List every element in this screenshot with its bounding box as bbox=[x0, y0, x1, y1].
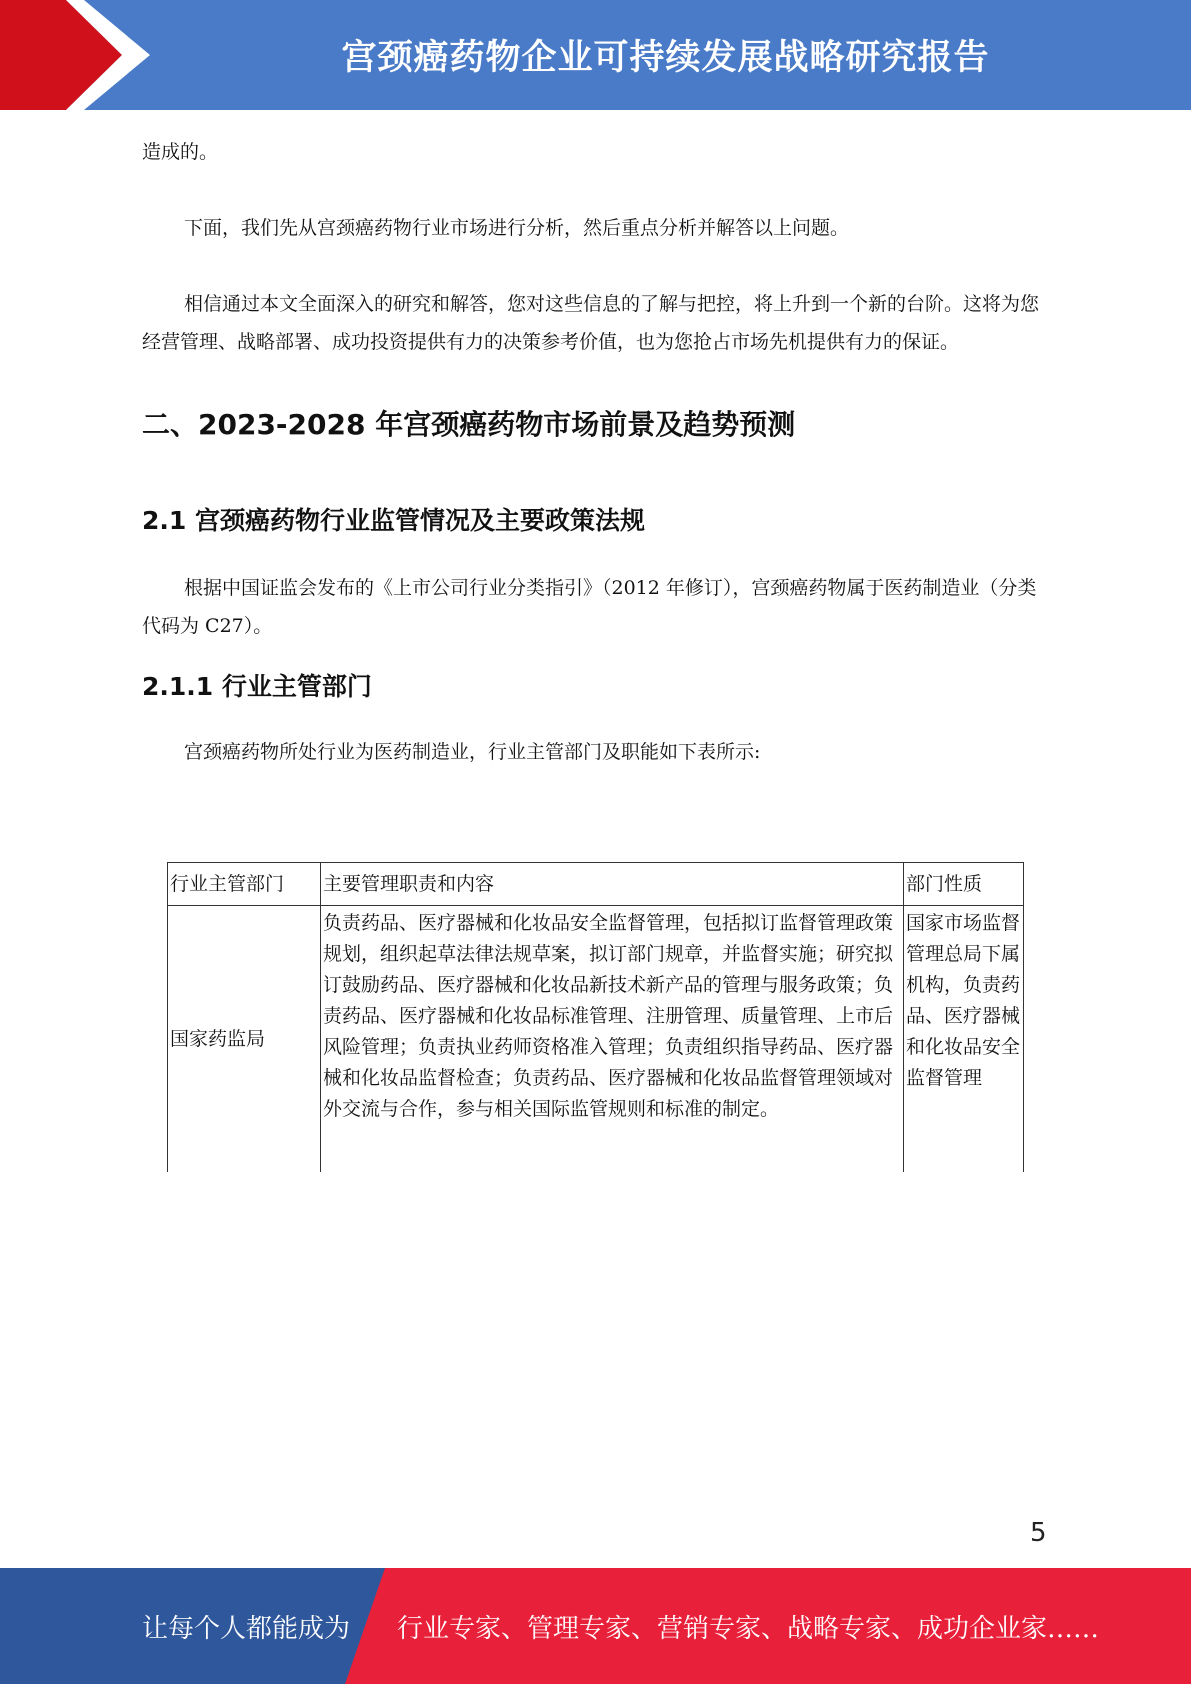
main-content bbox=[142, 133, 1047, 771]
paragraph: 下面，我们先从宫颈癌药物行业市场进行分析，然后重点分析并解答以上问题。 bbox=[184, 217, 850, 239]
chevron-arrow-icon bbox=[0, 0, 160, 110]
duty-cell: 负责药品、医疗器械和化妆品安全监督管理，包括拟订监督管理政策规划，组织起草法律法规草案，拟订部门规章，并监督实施；研究拟订鼓励药品、医疗器械和化妆品新技术新产品的管理与服务政策；负责药品、医疗器械和化妆品标准管理、注册管理、质量管理、上市后风险管理；负责执业药师资格准入管理；负责组织指导药品、医疗器械和化妆品监督检查；负责药品、医疗器械和化妆品监督管理领域对外交流与合作，参与相关国际监管规则和标准的制定。 bbox=[321, 906, 904, 1173]
table-header-cell: 部门性质 bbox=[904, 863, 1024, 906]
page-footer bbox=[0, 1568, 1191, 1684]
paragraph: 根据中国证监会发布的《上市公司行业分类指引》（2012 年修订），宫颈癌药物属于医药制造业（分类代码为 C27）。 bbox=[142, 577, 1037, 637]
footer-slogan-left: 让每个人都能成为 bbox=[142, 1613, 351, 1644]
table-row bbox=[168, 906, 1024, 1173]
department-cell: 国家药监局 bbox=[168, 906, 321, 1173]
section-heading: 二、2023-2028 年宫颈癌药物市场前景及趋势预测 bbox=[142, 408, 796, 441]
sub-subsection-heading: 2.1.1 行业主管部门 bbox=[142, 672, 372, 701]
table-header-cell: 行业主管部门 bbox=[168, 863, 321, 906]
subsection-heading: 2.1 宫颈癌药物行业监管情况及主要政策法规 bbox=[142, 506, 645, 535]
table-header-row bbox=[168, 863, 1024, 906]
paragraph: 相信通过本文全面深入的研究和解答，您对这些信息的了解与把控，将上升到一个新的台阶。这将为您经营管理、战略部署、成功投资提供有力的决策参考价值，也为您抢占市场先机提供有力的保证。 bbox=[142, 293, 1040, 353]
page-number: 5 bbox=[1030, 1518, 1047, 1548]
nature-cell: 国家市场监督管理总局下属机构，负责药品、医疗器械和化妆品安全监督管理 bbox=[904, 906, 1024, 1173]
page-header bbox=[0, 0, 1191, 110]
footer-slogan-right: 行业专家、管理专家、营销专家、战略专家、成功企业家…… bbox=[397, 1613, 1100, 1644]
department-table bbox=[167, 862, 1024, 1172]
paragraph: 宫颈癌药物所处行业为医药制造业，行业主管部门及职能如下表所示: bbox=[184, 741, 761, 763]
report-title: 宫颈癌药物企业可持续发展战略研究报告 bbox=[341, 38, 990, 78]
table-header-cell: 主要管理职责和内容 bbox=[321, 863, 904, 906]
paragraph: 造成的。 bbox=[142, 141, 219, 163]
